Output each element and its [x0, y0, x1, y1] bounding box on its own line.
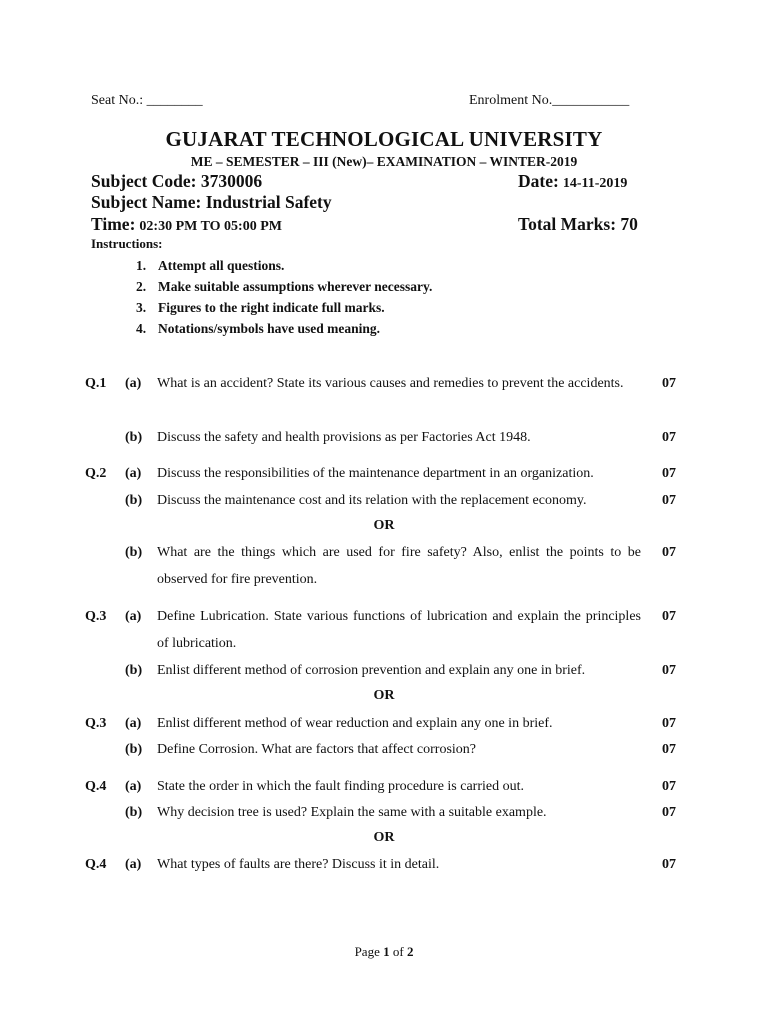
question-part: (b) [125, 493, 143, 508]
exam-date [518, 171, 627, 192]
page-prefix: Page [354, 944, 380, 959]
page-current: 1 [383, 944, 390, 959]
instructions-list [136, 255, 432, 339]
instruction-item: 1. Attempt all questions. [136, 258, 285, 273]
question-marks: 07 [662, 716, 676, 731]
time-value: 02:30 PM TO 05:00 PM [139, 219, 282, 234]
question-marks: 07 [662, 857, 676, 872]
question-number: Q.2 [85, 466, 107, 481]
exam-time [91, 214, 282, 235]
instruction-item: 2. Make suitable assumptions wherever necessary. [136, 279, 433, 294]
question-marks: 07 [662, 430, 676, 445]
time-label: Time: [91, 214, 136, 234]
university-title: GUJARAT TECHNOLOGICAL UNIVERSITY [165, 127, 603, 151]
question-marks: 07 [662, 663, 676, 678]
question-text: Enlist different method of corrosion prevention and explain any one in brief. [157, 663, 586, 678]
question-marks: 07 [662, 805, 676, 820]
question-marks: 07 [662, 376, 676, 391]
total-marks: Total Marks: 70 [518, 214, 638, 234]
subject-name: Subject Name: Industrial Safety [91, 192, 332, 212]
question-text: Why decision tree is used? Explain the same with a suitable example. [157, 805, 547, 820]
instruction-item: 3. Figures to the right indicate full marks. [136, 300, 385, 315]
question-marks: 07 [662, 742, 676, 757]
question-part: (b) [125, 663, 143, 678]
enrolment-number-field: Enrolment No.___________ [469, 93, 630, 108]
question-number: Q.4 [85, 779, 107, 794]
instructions-heading: Instructions: [91, 236, 163, 251]
question-part: (b) [125, 805, 143, 820]
question-text: State the order in which the fault finding procedure is carried out. [157, 779, 524, 794]
question-text: What types of faults are there? Discuss it in detail. [157, 857, 440, 872]
question-part: (a) [125, 857, 142, 872]
page-footer [0, 944, 768, 960]
question-text: Discuss the responsibilities of the maintenance department in an organization. [157, 466, 594, 481]
question-part: (b) [125, 545, 143, 560]
instruction-item: 4. Notations/symbols have used meaning. [136, 321, 381, 336]
question-text: Define Corrosion. What are factors that affect corrosion? [157, 742, 477, 757]
question-part: (a) [125, 376, 142, 391]
date-label: Date: [518, 171, 559, 191]
question-text: Enlist different method of wear reduction and explain any one in brief. [157, 716, 553, 731]
or-separator: OR [373, 830, 395, 845]
question-marks: 07 [662, 545, 676, 560]
question-text: Discuss the maintenance cost and its relation with the replacement economy. [157, 493, 587, 508]
or-separator: OR [373, 688, 395, 703]
question-part: (a) [125, 716, 142, 731]
question-marks: 07 [662, 779, 676, 794]
question-text: Discuss the safety and health provisions as per Factories Act 1948. [157, 430, 531, 445]
page-total: 2 [406, 944, 414, 959]
exam-title: ME – SEMESTER – III (New)– EXAMINATION – WINTER-2019 [190, 154, 578, 169]
question-text: What is an accident? State its various causes and remedies to prevent the accidents. [157, 376, 624, 391]
question-number: Q.3 [85, 609, 107, 624]
question-number: Q.3 [85, 716, 107, 731]
question-number: Q.4 [85, 857, 107, 872]
question-part: (a) [125, 609, 142, 624]
question-part: (a) [125, 466, 142, 481]
subject-code: Subject Code: 3730006 [91, 171, 263, 191]
question-part: (a) [125, 779, 142, 794]
question-number: Q.1 [85, 376, 107, 391]
page-of: of [392, 944, 404, 959]
question-text: Define Lubrication. State various functions of lubrication and explain the principles of lubrication. [157, 609, 641, 651]
or-separator: OR [373, 518, 395, 533]
question-text: What are the things which are used for fire safety? Also, enlist the points to be observed for fire prevention. [157, 545, 641, 587]
question-marks: 07 [662, 493, 676, 508]
question-part: (b) [125, 430, 143, 445]
question-marks: 07 [662, 466, 676, 481]
date-value: 14-11-2019 [562, 176, 628, 191]
seat-number-field: Seat No.: ________ [91, 93, 203, 108]
question-marks: 07 [662, 609, 676, 624]
question-part: (b) [125, 742, 143, 757]
